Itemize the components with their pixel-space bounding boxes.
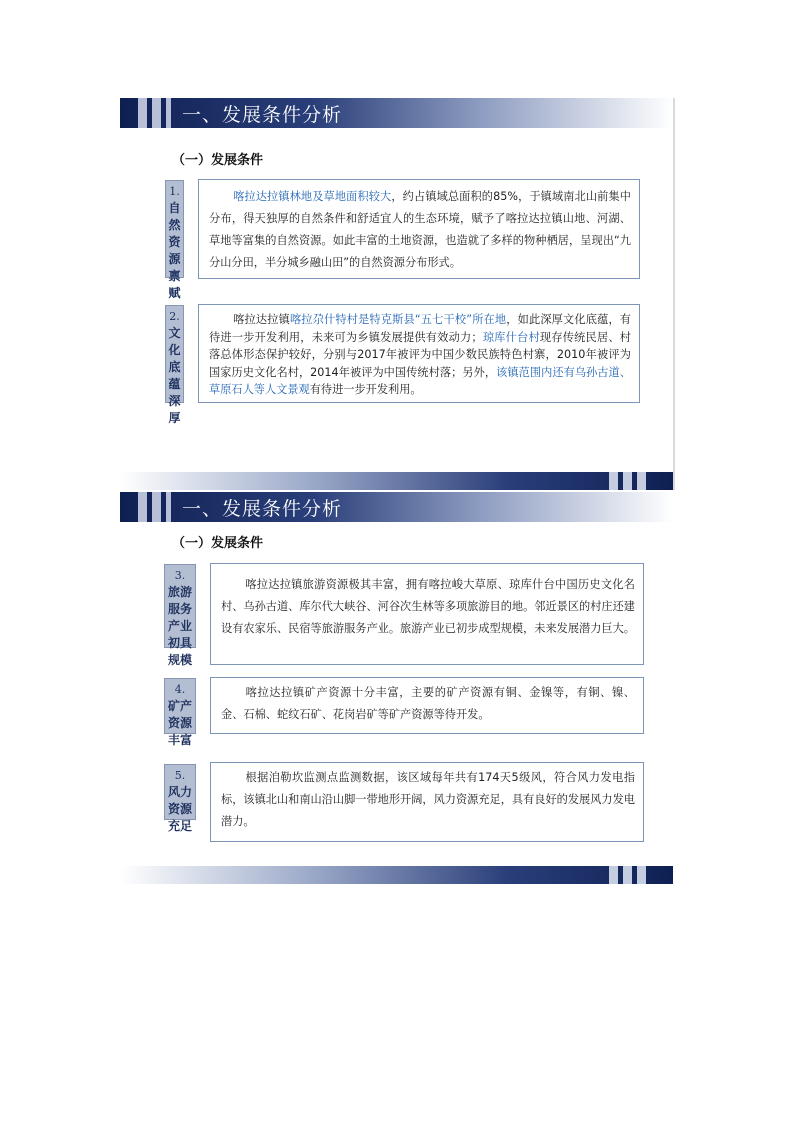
- item-text-box: [210, 677, 644, 734]
- item-tag: [165, 305, 184, 425]
- slide-2: [120, 492, 673, 884]
- item-text-box: [198, 304, 640, 403]
- footer-bar: [120, 472, 673, 490]
- text-run: 喀拉达拉镇矿产资源十分丰富，主要的矿产资源有铜、金镍等，有铜、镍、金、石棉、蛇纹石矿、花岗岩矿等矿产资源等待开发。: [221, 686, 635, 721]
- banner-decor-block: [166, 98, 171, 128]
- banner-decor-block: [138, 492, 147, 522]
- item-tag: [164, 564, 196, 667]
- item-number: 2.: [169, 310, 180, 323]
- banner-decor-block: [166, 492, 171, 522]
- section-subtitle: （一）发展条件: [172, 153, 264, 168]
- item-tag: [164, 678, 196, 747]
- item-label: 矿产资源丰富: [168, 699, 193, 747]
- footer-decor-block: [623, 472, 632, 490]
- slide-1: [120, 98, 675, 490]
- title-banner: [120, 492, 673, 522]
- text-run: 琼库什台村: [482, 330, 540, 344]
- title-banner: [120, 98, 673, 128]
- item-tag: [164, 764, 196, 833]
- item-label: 旅游服务产业初具规模: [168, 585, 193, 667]
- section-subtitle: （一）发展条件: [172, 536, 264, 551]
- text-run: 喀拉尕什特村是特克斯县“五七干校”所在地: [289, 313, 507, 326]
- item-text-box: [198, 179, 640, 279]
- item-label: 文化底蕴深厚: [168, 326, 181, 425]
- item-label: 风力资源充足: [168, 785, 193, 833]
- text-run: 喀拉达拉镇林地及草地面积较大: [233, 190, 392, 203]
- text-run: 喀拉达拉镇: [233, 313, 290, 326]
- text-run: 有待进一步开发利用。: [309, 383, 422, 396]
- item-text-box: [210, 762, 644, 842]
- footer-bar: [120, 866, 673, 884]
- item-number: 3.: [174, 569, 186, 582]
- banner-decor-block: [138, 98, 147, 128]
- item-number: 1.: [169, 185, 180, 198]
- slide-title: 一、发展条件分析: [182, 498, 343, 520]
- item-number: 5.: [174, 769, 186, 782]
- banner-decor-block: [152, 492, 161, 522]
- footer-decor-block: [637, 866, 646, 884]
- text-run: ，约占镇域总面积的85%，于镇域南北山前集中分布，得天独厚的自然条件和舒适宜人的生态环境，赋予了喀拉达拉镇山地、河湖、草地等富集的自然资源。如此丰富的土地资源，也造就了多样的物种栖居，呈现出“九分山分田，半分城乡融山田”的自然资源分布形式。: [209, 190, 631, 269]
- item-number: 4.: [174, 683, 186, 696]
- banner-decor-block: [152, 98, 161, 128]
- item-tag: [165, 180, 184, 300]
- footer-decor-block: [609, 866, 618, 884]
- text-run: 现存传统民居、村落总体形态保护较好，分别与2017年被评为中国少数民族特色村寨，2010年被评为国家历史文化名村，2014年被评为中国传统村落；另外，: [209, 330, 631, 379]
- footer-decor-block: [623, 866, 632, 884]
- item-text-box: [210, 563, 644, 665]
- slide-title: 一、发展条件分析: [182, 104, 343, 126]
- item-label: 自然资源禀赋: [168, 201, 181, 300]
- text-run: 喀拉达拉镇旅游资源极其丰富，拥有喀拉峻大草原、琼库什台中国历史文化名村、乌孙古道、库尔代大峡谷、河谷次生林等多项旅游目的地。邻近景区的村庄还建设有农家乐、民宿等旅游服务产业。旅游产业已初步成型规模，未来发展潜力巨大。: [221, 578, 635, 635]
- footer-decor-block: [609, 472, 618, 490]
- footer-decor-block: [637, 472, 646, 490]
- text-run: 该镇范围内还有乌孙古道、草原石人等人文景观: [209, 365, 631, 396]
- text-run: 根据洎勒坎监测点监测数据，该区域每年共有174天5级风，符合风力发电指标，该镇北山和南山沿山脚一带地形开阔，风力资源充足，具有良好的发展风力发电潜力。: [221, 771, 635, 828]
- text-run: ，如此深厚文化底蕴，有待进一步开发利用，未来可为乡镇发展提供有效动力；: [209, 313, 631, 344]
